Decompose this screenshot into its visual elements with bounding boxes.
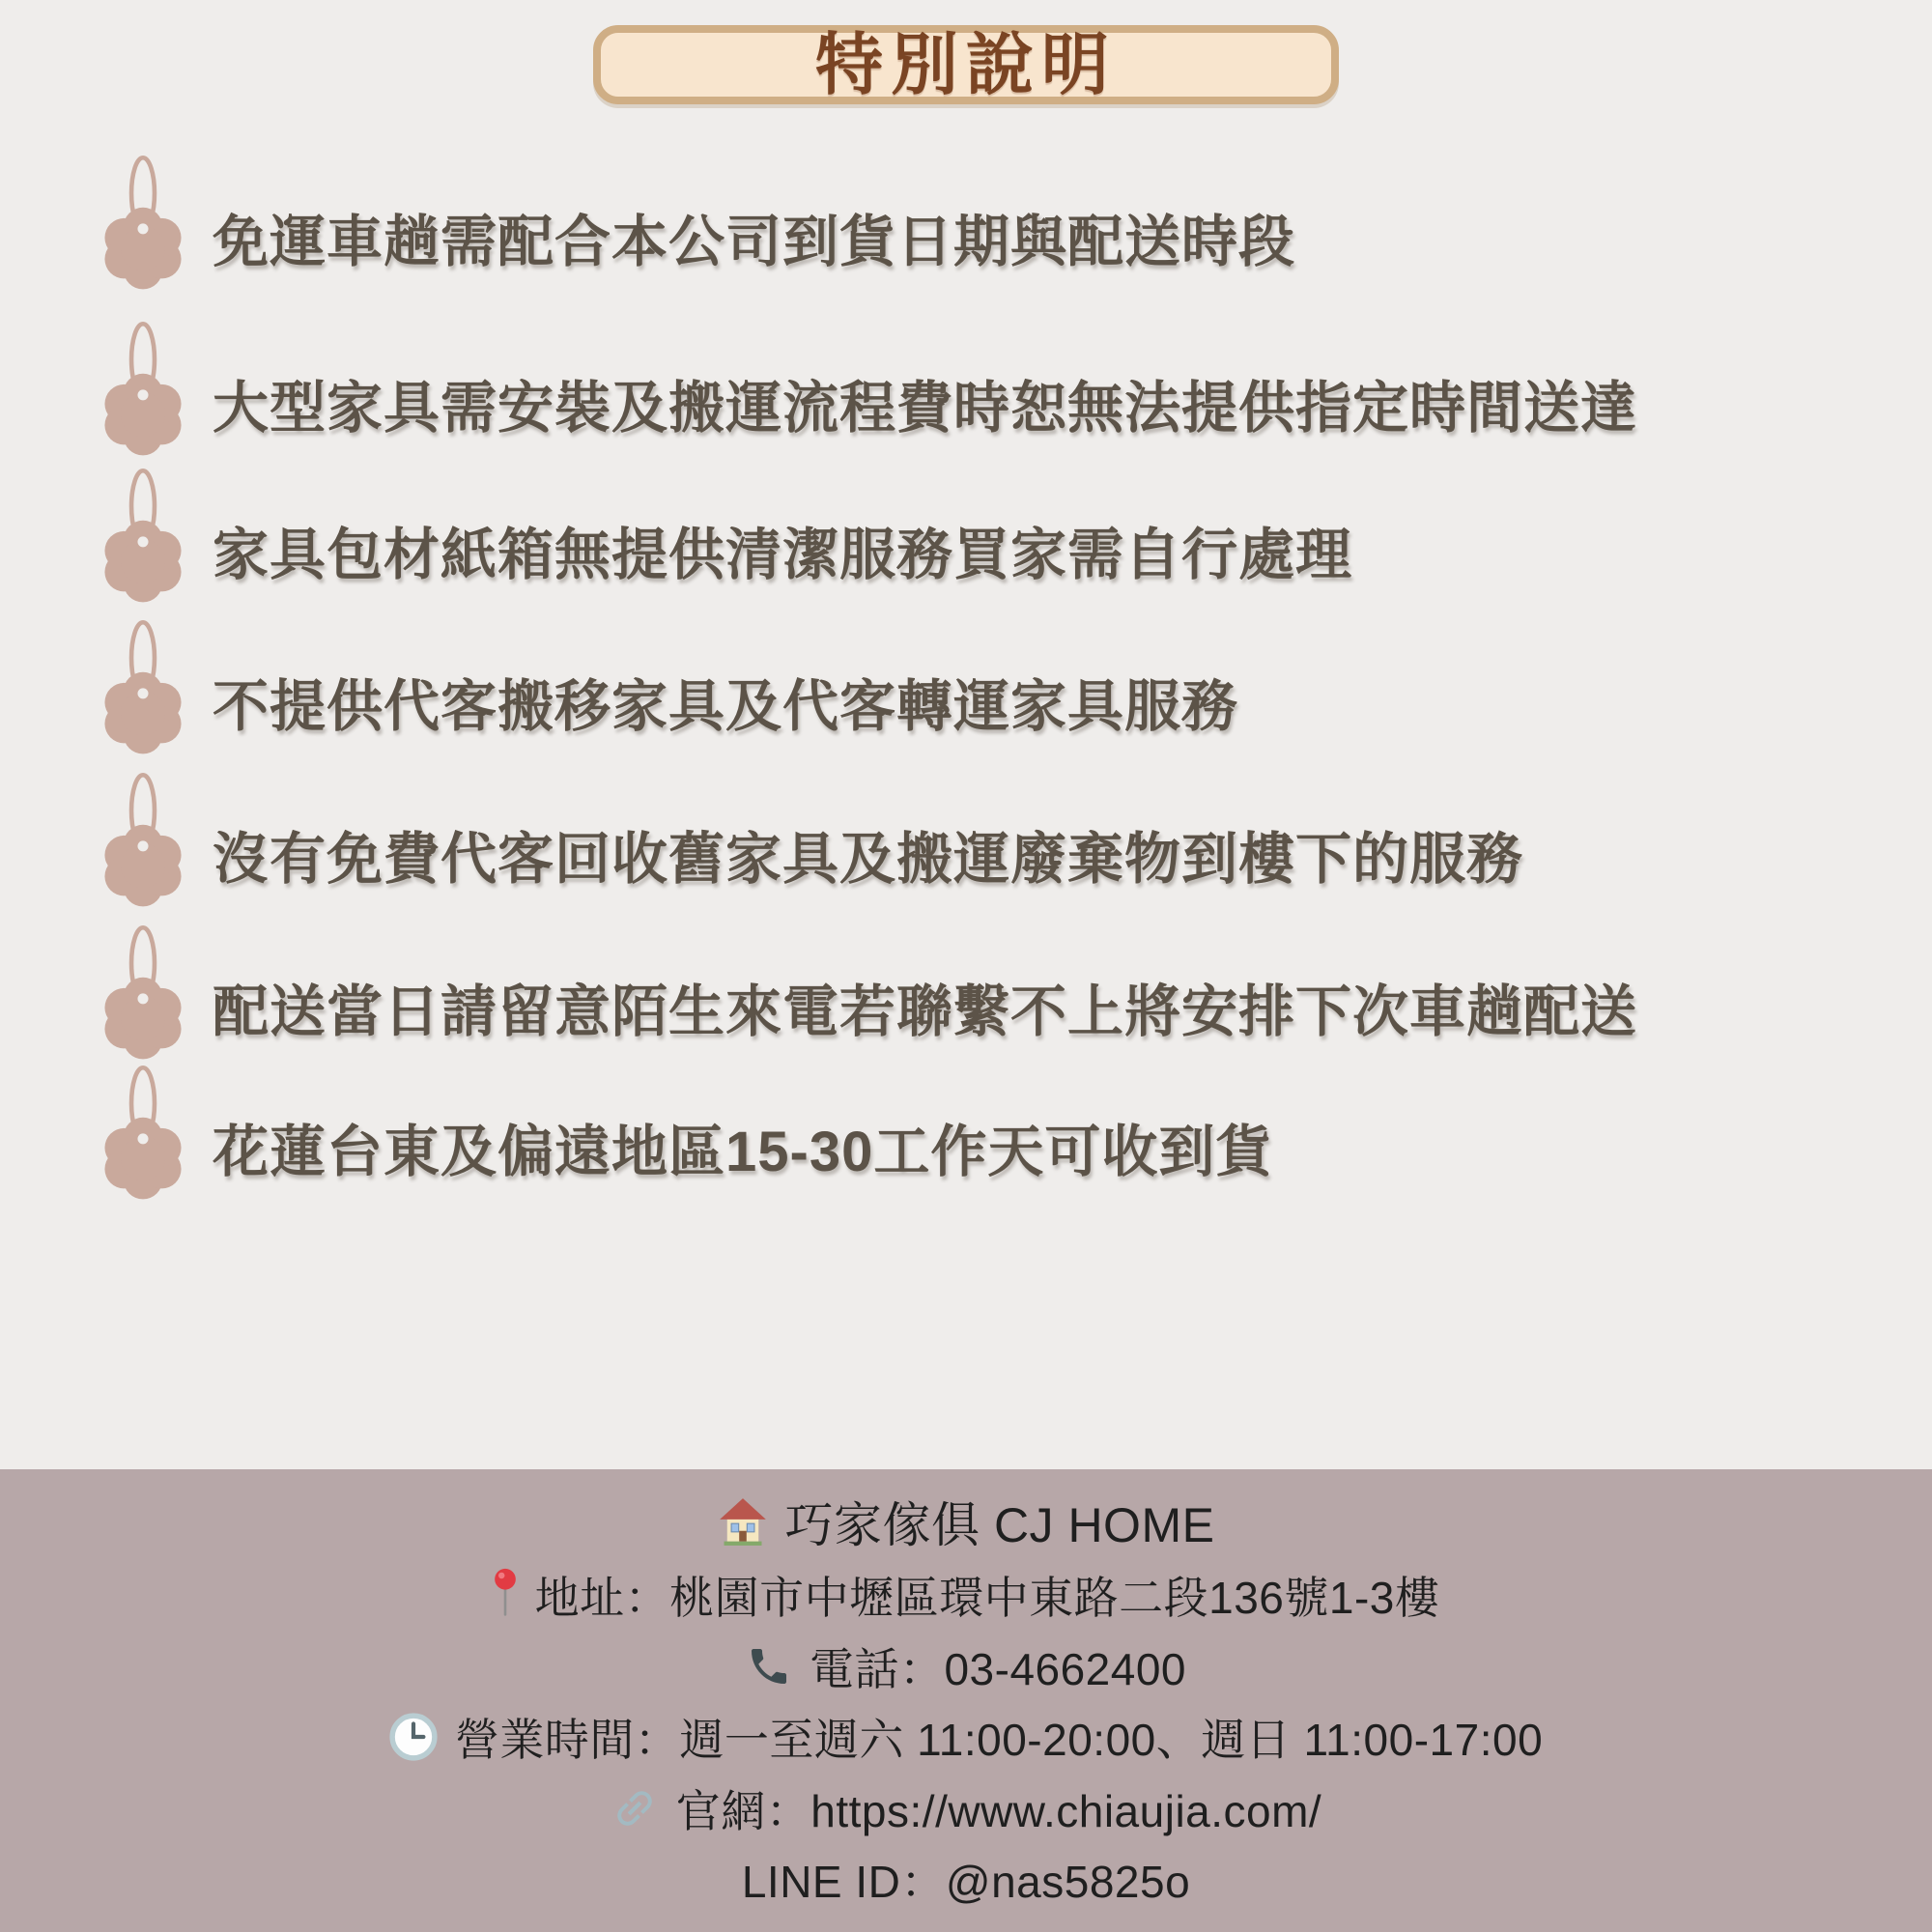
store-name: 巧家傢俱 CJ HOME xyxy=(784,1497,1215,1552)
list-item xyxy=(99,966,1637,1047)
flower-tag-icon xyxy=(99,462,187,608)
flower-tag-icon xyxy=(99,149,187,295)
phone-line xyxy=(746,1634,1186,1698)
list-item xyxy=(99,661,1238,742)
address-line xyxy=(493,1563,1440,1627)
phone-text: 電話：03-4662400 xyxy=(809,1643,1187,1694)
bullet-text: 免運車趟需配合本公司到貨日期與配送時段 xyxy=(213,211,1296,273)
hours-line xyxy=(389,1705,1543,1769)
phone-icon xyxy=(746,1643,792,1690)
list-item xyxy=(99,196,1295,277)
bullet-text: 配送當日請留意陌生來電若聯繫不上將安排下次車趟配送 xyxy=(213,980,1638,1043)
list-item xyxy=(99,813,1523,895)
flower-tag-icon xyxy=(99,315,187,461)
address-text: 地址：桃園市中壢區環中東路二段136號1-3樓 xyxy=(534,1573,1440,1624)
bullet-text: 花蓮台東及偏遠地區15-30工作天可收到貨 xyxy=(213,1121,1273,1183)
store-name-line xyxy=(718,1487,1215,1556)
bullet-text: 家具包材紙箱無提供清潔服務買家需自行處理 xyxy=(213,524,1353,586)
list-item xyxy=(99,1106,1272,1187)
title-banner xyxy=(593,25,1339,104)
house-icon xyxy=(718,1496,768,1547)
line-id-line xyxy=(742,1847,1190,1911)
flower-tag-icon xyxy=(99,613,187,759)
list-item xyxy=(99,362,1637,443)
store-info-footer xyxy=(0,1469,1932,1932)
bullet-text: 大型家具需安裝及搬運流程費時恕無法提供指定時間送達 xyxy=(213,377,1638,440)
website-line xyxy=(611,1776,1321,1840)
flower-tag-icon xyxy=(99,919,187,1065)
line-id-text: LINE ID：@nas5825o xyxy=(741,1857,1191,1908)
website-text: 官網：https://www.chiaujia.com/ xyxy=(675,1785,1322,1836)
page-title: 特別說明 xyxy=(815,27,1117,102)
hours-text: 營業時間：週一至週六 11:00-20:00、週日 11:00-17:00 xyxy=(454,1715,1544,1766)
link-icon xyxy=(611,1784,659,1833)
clock-icon xyxy=(389,1713,438,1761)
flower-tag-icon xyxy=(99,766,187,912)
flower-tag-icon xyxy=(99,1059,187,1205)
pin-icon xyxy=(493,1567,518,1623)
bullet-text: 沒有免費代客回收舊家具及搬運廢棄物到樓下的服務 xyxy=(213,828,1524,891)
list-item xyxy=(99,509,1352,590)
bullet-text: 不提供代客搬移家具及代客轉運家具服務 xyxy=(213,675,1239,738)
